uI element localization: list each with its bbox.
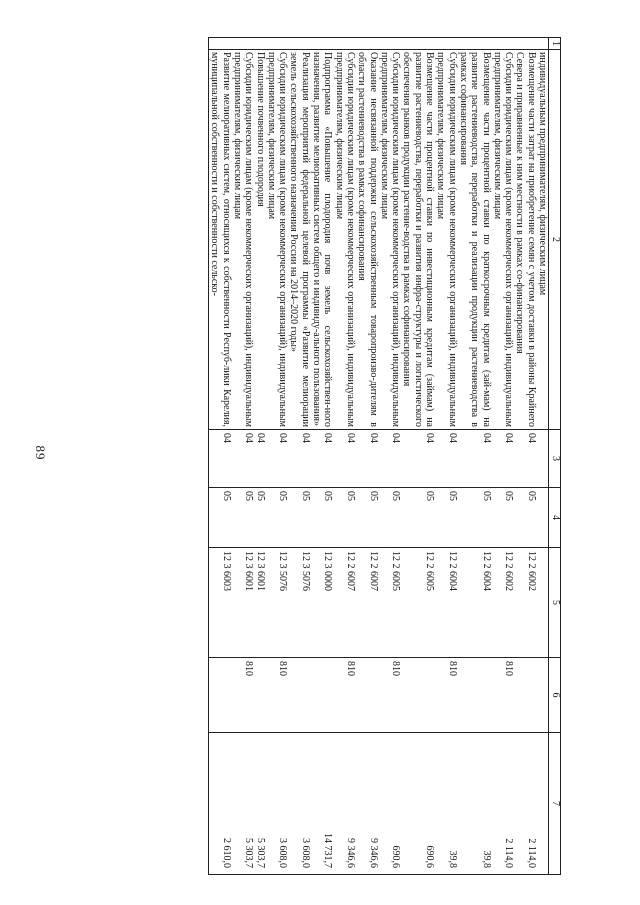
- row-target-article: 12 2 6005: [379, 548, 402, 658]
- row-section-code: 04: [401, 430, 435, 488]
- row-subsection-code: 05: [209, 488, 232, 548]
- row-col-1: [333, 38, 356, 50]
- row-expense-type: [458, 658, 492, 733]
- table-row: [311, 38, 334, 875]
- row-col-1: [266, 38, 289, 50]
- row-col-1: [311, 38, 334, 50]
- table-row: [356, 38, 379, 875]
- header-col-7: 7: [549, 733, 561, 875]
- row-subsection-code: 05: [514, 488, 537, 548]
- row-section-code: 04: [266, 430, 289, 488]
- row-section-code: 04: [356, 430, 379, 488]
- row-amount: 9 346,6: [333, 733, 356, 875]
- table-row: [401, 38, 435, 875]
- row-target-article: 12 3 6001: [254, 548, 265, 658]
- table-row: [435, 38, 458, 875]
- row-col-1: [401, 38, 435, 50]
- row-expense-type: [254, 658, 265, 733]
- row-amount: 39,8: [458, 733, 492, 875]
- table-row: [232, 38, 255, 875]
- row-amount: 2 610,0: [209, 733, 232, 875]
- row-amount: 39,8: [435, 733, 458, 875]
- row-subsection-code: 05: [288, 488, 311, 548]
- row-section-code: 04: [288, 430, 311, 488]
- row-col-1: [435, 38, 458, 50]
- row-target-article: 12 3 5076: [288, 548, 311, 658]
- row-description: Развитие мелиоративных систем, относящихся к собственности Респуб-лики Карелия, муниципальной собственности и собственности сельско-: [209, 50, 232, 430]
- row-col-1: [254, 38, 265, 50]
- row-subsection-code: [537, 488, 549, 548]
- row-description: Субсидии юридическим лицам (кроме некоммерческих организаций), индивидуальным предпринимателям, физическим лицам: [266, 50, 289, 430]
- row-expense-type: [401, 658, 435, 733]
- row-subsection-code: 05: [379, 488, 402, 548]
- row-subsection-code: 05: [458, 488, 492, 548]
- row-expense-type: 810: [232, 658, 255, 733]
- row-amount: 14 731,7: [311, 733, 334, 875]
- row-target-article: 12 2 6007: [356, 548, 379, 658]
- row-description: индивидуальным предпринимателям, физическим лицам: [537, 50, 549, 430]
- header-col-4: 4: [549, 488, 561, 548]
- row-col-1: [458, 38, 492, 50]
- row-subsection-code: 05: [232, 488, 255, 548]
- row-amount: 5 303,7: [254, 733, 265, 875]
- row-col-1: [209, 38, 232, 50]
- row-section-code: 04: [209, 430, 232, 488]
- row-section-code: 04: [254, 430, 265, 488]
- row-expense-type: [311, 658, 334, 733]
- row-expense-type: [514, 658, 537, 733]
- table-row: [266, 38, 289, 875]
- table-row: [537, 38, 549, 875]
- row-description: Субсидии юридическим лицам (кроме некоммерческих организаций), индивидуальным предпринимателям, физическим лицам: [232, 50, 255, 430]
- row-amount: 2 114,0: [514, 733, 537, 875]
- row-target-article: 12 2 6007: [333, 548, 356, 658]
- page-number: 89: [33, 445, 48, 461]
- row-subsection-code: 05: [311, 488, 334, 548]
- row-target-article: 12 2 6005: [401, 548, 435, 658]
- table-row: [458, 38, 492, 875]
- table-row: [254, 38, 265, 875]
- header-col-1: 1: [549, 38, 561, 50]
- row-section-code: 04: [435, 430, 458, 488]
- row-expense-type: [288, 658, 311, 733]
- row-subsection-code: 05: [492, 488, 515, 548]
- row-target-article: 12 2 6002: [492, 548, 515, 658]
- row-subsection-code: 05: [356, 488, 379, 548]
- row-col-1: [232, 38, 255, 50]
- row-target-article: [537, 548, 549, 658]
- row-expense-type: [209, 658, 232, 733]
- table-row: [209, 38, 232, 875]
- row-description: Возмещение части процентной ставки по инвестиционным кредитам (займам) на развитие растениеводства, переработки и развития инфра-структуры и логистического обеспечения рынков продукции растение-водства в рамках софинансирования: [401, 50, 435, 430]
- row-target-article: 12 2 6004: [458, 548, 492, 658]
- row-expense-type: 810: [379, 658, 402, 733]
- row-col-1: [356, 38, 379, 50]
- row-description: Возмещение части затрат на приобретение семян с учетом доставки в районы Крайнего Севера и приравненные к ним местности в рамках со-финансирования: [514, 50, 537, 430]
- row-section-code: [537, 430, 549, 488]
- row-amount: 3 608,0: [288, 733, 311, 875]
- row-description: Подпрограмма «Повышение плодородия почв земель сельскохозяйствен-ного назначения, развитие мелиоративных систем общего и индивиду-ального пользования»: [311, 50, 334, 430]
- table-header-row: [549, 38, 561, 875]
- header-col-3: 3: [549, 430, 561, 488]
- row-target-article: 12 3 6001: [232, 548, 255, 658]
- budget-table-rotated: [104, 37, 561, 874]
- row-subsection-code: 05: [401, 488, 435, 548]
- row-amount: 690,6: [401, 733, 435, 875]
- row-amount: 5 303,7: [232, 733, 255, 875]
- header-col-2: 2: [549, 50, 561, 430]
- table-row: [492, 38, 515, 875]
- row-subsection-code: 05: [435, 488, 458, 548]
- row-amount: 690,6: [379, 733, 402, 875]
- row-subsection-code: 05: [333, 488, 356, 548]
- header-col-6: 6: [549, 658, 561, 733]
- row-section-code: 04: [492, 430, 515, 488]
- row-col-1: [288, 38, 311, 50]
- header-col-5: 5: [549, 548, 561, 658]
- row-description: Повышение почвенного плодородия: [254, 50, 265, 430]
- row-section-code: 04: [379, 430, 402, 488]
- row-expense-type: [356, 658, 379, 733]
- row-amount: [537, 733, 549, 875]
- budget-table: [208, 37, 561, 875]
- row-col-1: [379, 38, 402, 50]
- row-expense-type: 810: [266, 658, 289, 733]
- row-amount: 9 346,6: [356, 733, 379, 875]
- row-target-article: 12 2 6002: [514, 548, 537, 658]
- row-expense-type: 810: [435, 658, 458, 733]
- row-description: Субсидии юридическим лицам (кроме некоммерческих организаций), индивидуальным предпринимателям, физическим лицам: [435, 50, 458, 430]
- row-section-code: 04: [458, 430, 492, 488]
- row-description: Оказание несвязанной поддержки сельскохозяйственным товаропроизво-дителям в области растениеводства в рамках софинансирования: [356, 50, 379, 430]
- row-col-1: [514, 38, 537, 50]
- row-expense-type: [537, 658, 549, 733]
- row-subsection-code: 05: [254, 488, 265, 548]
- row-subsection-code: 05: [266, 488, 289, 548]
- row-section-code: 04: [311, 430, 334, 488]
- table-row: [379, 38, 402, 875]
- row-target-article: 12 3 5076: [266, 548, 289, 658]
- row-description: Возмещение части процентной ставки по краткосрочным кредитам (зай-мам) на развитие растениеводства, переработки и реализации продукции растениеводства в рамках софинансирования: [458, 50, 492, 430]
- table-row: [514, 38, 537, 875]
- row-expense-type: 810: [333, 658, 356, 733]
- row-description: Субсидии юридическим лицам (кроме некоммерческих организаций), индивидуальным предпринимателям, физическим лицам: [492, 50, 515, 430]
- row-col-1: [492, 38, 515, 50]
- row-section-code: 04: [514, 430, 537, 488]
- row-col-1: [537, 38, 549, 50]
- row-section-code: 04: [333, 430, 356, 488]
- row-expense-type: 810: [492, 658, 515, 733]
- table-row: [333, 38, 356, 875]
- row-description: Реализация мероприятий федеральной целевой программы «Развитие мелиорации земель сельскохозяйственного назначения России на 2014–2020 годы»: [288, 50, 311, 430]
- row-target-article: 12 3 0000: [311, 548, 334, 658]
- row-description: Субсидии юридическим лицам (кроме некоммерческих организаций), индивидуальным предпринимателям, физическим лицам: [379, 50, 402, 430]
- row-amount: 3 608,0: [266, 733, 289, 875]
- row-target-article: 12 3 6003: [209, 548, 232, 658]
- row-amount: 2 114,0: [492, 733, 515, 875]
- table-row: [288, 38, 311, 875]
- row-target-article: 12 2 6004: [435, 548, 458, 658]
- row-description: Субсидии юридическим лицам (кроме некоммерческих организаций), индивидуальным предпринимателям, физическим лицам: [333, 50, 356, 430]
- row-section-code: 04: [232, 430, 255, 488]
